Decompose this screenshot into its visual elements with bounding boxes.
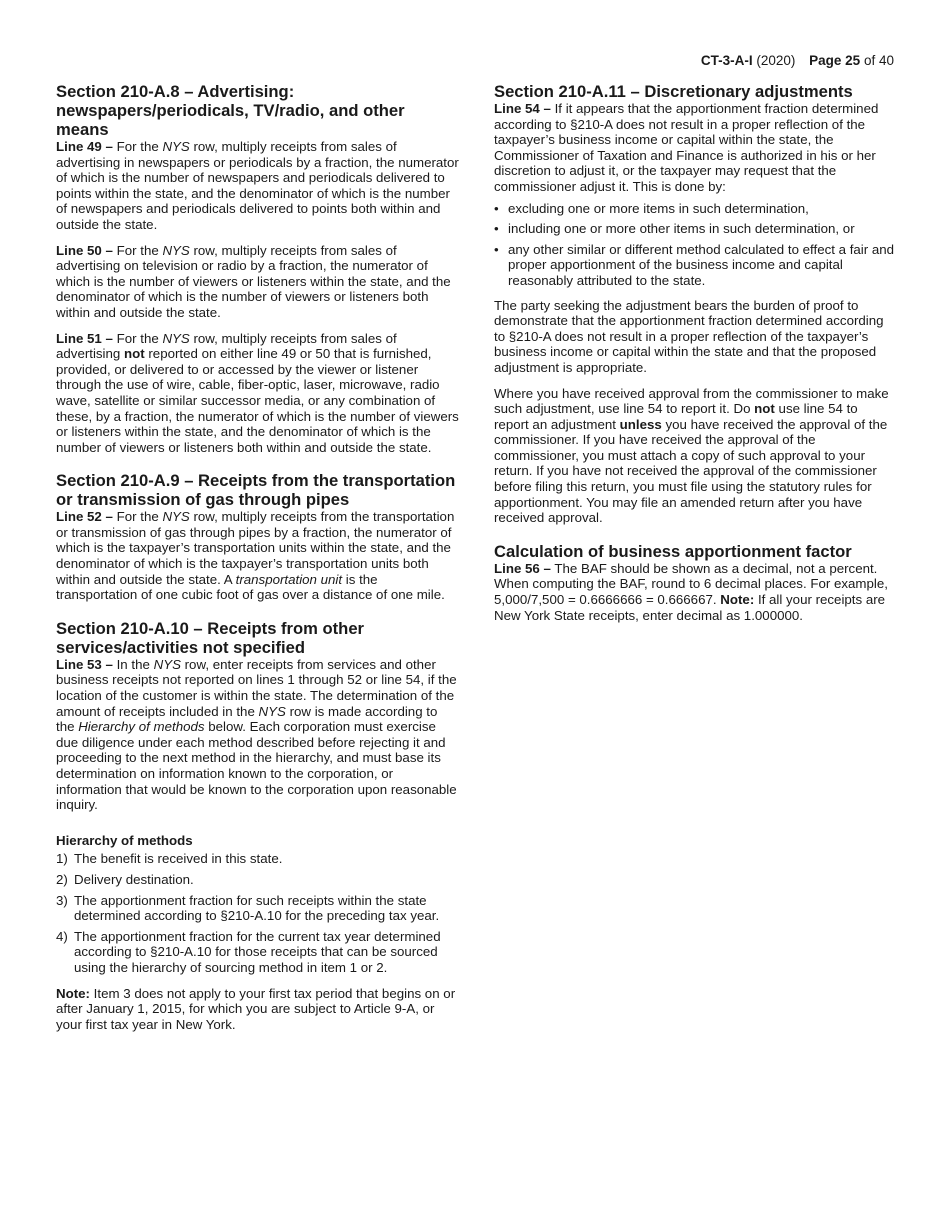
section-210-a8 xyxy=(56,82,459,455)
text: below. Each corporation must exercise due diligence under each method described before rejecting it and proceeding to the next method in the hierarchy, and must base its determination on information known to the corporation, or information that would be known to the corporation upon reasonable inquiry. xyxy=(56,719,457,813)
bullet-icon: • xyxy=(494,241,499,257)
line-51-paragraph xyxy=(56,331,459,456)
line-56-paragraph xyxy=(494,561,896,623)
item-text: The apportionment fraction for the current tax year determined according to §210-A.10 for those receipts that can be sourced using the hierarchy of sourcing method in item 1 or 2. xyxy=(74,928,441,975)
text: If it appears that the apportionment fraction determined according to §210-A does not result in a proper reflection of the taxpayer’s business income or capital within the state, the Commissioner of Taxation and Finance is authorized in his or her discretion to adjust it, or the taxpayer may request that the commissioner adjust it. This is done by: xyxy=(494,101,879,194)
nys-term: NYS xyxy=(153,656,181,672)
text: row, enter receipts from services and other business receipts not reported on lines 1 through 52 or line 54, if the location of the customer is within the state. The determination of the amount of receipts included in the xyxy=(56,656,457,719)
item-text: The benefit is received in this state. xyxy=(74,851,283,867)
text: row is made according to the xyxy=(56,703,438,735)
list-item xyxy=(56,872,459,888)
line-54-paragraph xyxy=(494,101,896,195)
nys-term: NYS xyxy=(162,509,190,525)
item-text: any other similar or different method calculated to effect a fair and proper apportionment of the business income and capital reasonably attributed to the state. xyxy=(508,241,895,288)
item-number: 1) xyxy=(56,851,68,867)
line-50-paragraph xyxy=(56,243,459,321)
line-label: Line 50 – xyxy=(56,242,113,258)
text: is the transportation of one cubic foot of gas over a distance of one mile. xyxy=(56,571,445,603)
text: row, multiply receipts from the transportation or transmission of gas through pipes by a fraction, the numerator of which is the taxpayer’s transportation units within the state, and the denominator of which is the taxpayer’s transportation units both within and outside the state. A xyxy=(56,509,455,587)
bullet-icon: • xyxy=(494,221,499,237)
text: use line 54 to report an adjustment xyxy=(494,401,858,432)
text: For the xyxy=(112,509,163,525)
page-number: Page 25 xyxy=(809,53,861,68)
text: If all your receipts are New York State receipts, enter decimal as 1.000000. xyxy=(494,592,886,623)
approval-paragraph xyxy=(494,386,896,526)
item-number: 3) xyxy=(56,892,68,908)
emphasis-not: not xyxy=(754,401,775,417)
line-label: Line 56 – xyxy=(494,560,551,576)
section-210-a11 xyxy=(494,82,896,526)
line-49-paragraph xyxy=(56,139,459,233)
form-year: (2020) xyxy=(756,53,796,68)
line-label: Line 51 – xyxy=(56,330,113,346)
bullet-icon: • xyxy=(494,200,499,216)
text: Item 3 does not apply to your first tax period that begins on or after January 1, 2015, for which you are subject to Article 9-A, or your first tax year in New York. xyxy=(56,985,456,1032)
text: For the xyxy=(112,242,163,258)
note-label: Note: xyxy=(56,985,90,1001)
text: For the xyxy=(112,139,163,154)
note-paragraph xyxy=(56,986,459,1033)
section-title: Section 210-A.10 – Receipts from other services/activities not specified xyxy=(56,618,365,657)
emphasis-not: not xyxy=(124,346,145,362)
item-text: Delivery destination. xyxy=(74,871,194,887)
line-52-paragraph xyxy=(56,509,459,603)
text: you have received the approval of the commissioner. If you have received the approval of the commissioner, you must attach a copy of such approval to your return. If you have not received the approval of the commissioner before filing this return, you must file using the statutory rules for apportionment. You may file an amended return after you have received approval. xyxy=(494,416,888,526)
line-label: Line 52 – xyxy=(56,509,113,525)
item-text: excluding one or more items in such determination, xyxy=(508,200,809,216)
hierarchy-heading: Hierarchy of methods xyxy=(56,832,193,848)
note-label: Note: xyxy=(720,592,755,608)
list-item xyxy=(56,893,459,924)
item-text: The apportionment fraction for such receipts within the state determined according to §210-A.10 for the preceding tax year. xyxy=(74,892,440,924)
nys-term: NYS xyxy=(258,703,286,719)
text: row, multiply receipts from sales of advertising in newspapers or periodicals by a fraction, the numerator of which is the number of newspapers and periodicals delivered to points within the state, and the denominator of which is the number of newspapers and periodicals delivered to points both within and outside the state. xyxy=(56,139,459,232)
hierarchy-list xyxy=(56,851,459,975)
right-column xyxy=(494,82,896,639)
section-title: Section 210-A.8 – Advertising: newspapers/periodicals, TV/radio, and other means xyxy=(56,82,405,139)
text: Where you have received approval from the commissioner to make such adjustment, use line 54 to report it. Do xyxy=(494,385,889,417)
form-id: CT-3-A-I xyxy=(700,53,753,68)
list-item xyxy=(56,929,459,976)
text: The BAF should be shown as a decimal, not a percent. When computing the BAF, round to 6 decimal places. For example, 5,000/7,500 = 0.6666666 = 0.666667. xyxy=(494,560,888,608)
line-label: Line 49 – xyxy=(56,139,113,154)
list-item xyxy=(494,242,896,289)
left-column xyxy=(56,82,459,1048)
section-title: Section 210-A.11 – Discretionary adjustments xyxy=(494,82,853,101)
adjustment-methods-list xyxy=(494,201,896,289)
text: row, multiply receipts from sales of advertising on television or radio by a fraction, the numerator of which is the number of viewers or listeners within the state, and the denominator of which is the number of viewers or listeners both within and outside the state. xyxy=(56,242,451,320)
nys-term: NYS xyxy=(162,139,190,154)
line-label: Line 53 – xyxy=(56,656,113,672)
item-number: 2) xyxy=(56,871,68,887)
nys-term: NYS xyxy=(162,330,190,346)
hierarchy-term: Hierarchy of methods xyxy=(78,719,205,735)
section-baf xyxy=(494,542,896,623)
list-item xyxy=(56,851,459,867)
line-53-paragraph xyxy=(56,657,459,813)
section-210-a10 xyxy=(56,619,459,1032)
nys-term: NYS xyxy=(162,242,190,258)
text: reported on either line 49 or 50 that is furnished, provided, or delivered to or accessed by the viewer or listener through the use of wire, cable, fiber-optic, laser, microwave, radio wave, satellite or similar successor media, or any combination of these, by a fraction, the numerator of which is the number of viewers or listeners within the state, and the denominator of which is the number of viewers or listeners both within and outside the state. xyxy=(56,346,459,455)
item-text: including one or more other items in such determination, or xyxy=(508,221,855,237)
section-210-a9 xyxy=(56,471,459,603)
section-title: Section 210-A.9 – Receipts from the transportation or transmission of gas through pipes xyxy=(56,471,456,510)
page-header xyxy=(701,53,894,68)
emphasis-unless: unless xyxy=(619,416,662,432)
page-total: of 40 xyxy=(863,53,894,68)
burden-paragraph: The party seeking the adjustment bears the burden of proof to demonstrate that the apportionment fraction determined according to §210-A does not result in a proper reflection of the taxpayer’s business income or capital within the state and that the proposed adjustment is appropriate. xyxy=(494,297,884,375)
text: In the xyxy=(112,656,154,672)
section-title: Calculation of business apportionment factor xyxy=(494,541,852,561)
text: row, multiply receipts from sales of advertising xyxy=(56,330,397,362)
text: For the xyxy=(112,330,163,346)
list-item xyxy=(494,201,896,217)
item-number: 4) xyxy=(56,928,68,944)
list-item xyxy=(494,221,896,237)
line-label: Line 54 – xyxy=(494,101,551,116)
transportation-unit-term: transportation unit xyxy=(235,571,343,587)
